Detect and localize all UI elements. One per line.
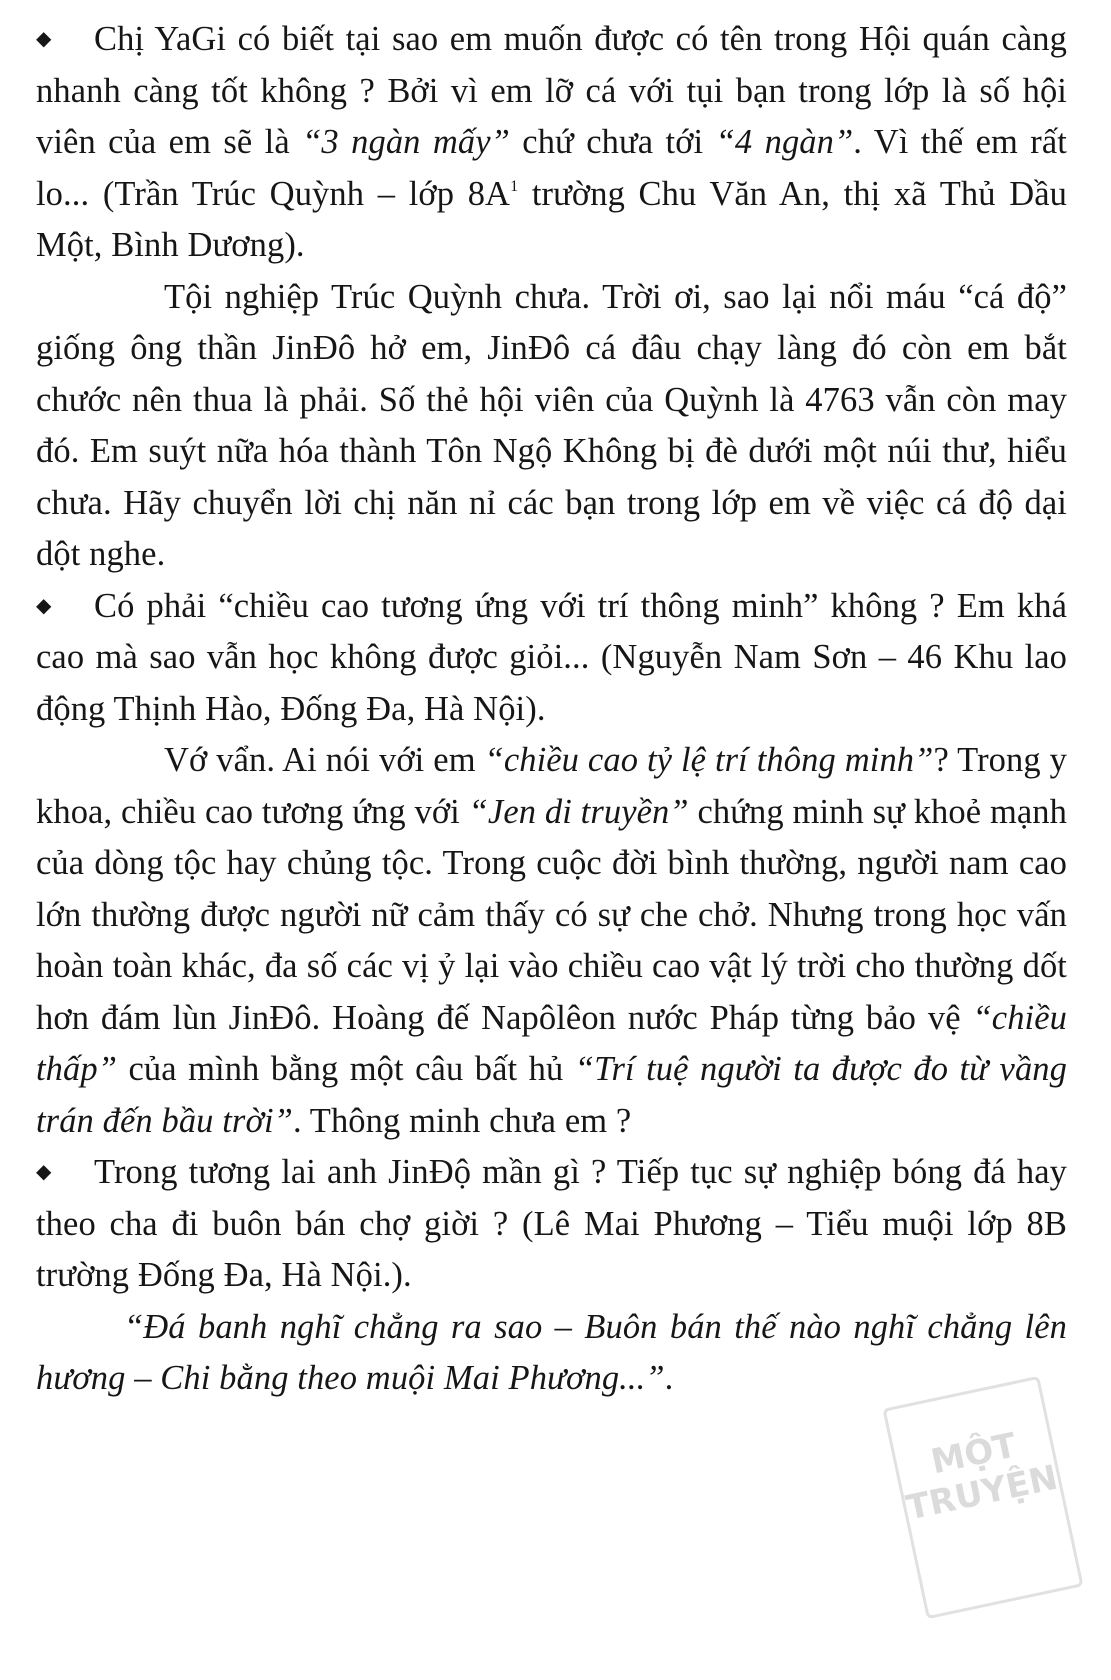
editor-answer — [36, 272, 1067, 581]
text-segment: Chị YaGi có biết tại sao em muốn được có tên trong Hội quán càng nhanh càng tốt không ? Bởi vì em lỡ cá với tụi bạn trong lớp là số hội viên của em sẽ là — [36, 20, 1067, 161]
reader-question — [36, 1147, 1067, 1302]
text-segment: chứng minh sự khoẻ mạnh của dòng tộc hay chủng tộc. Trong cuộc đời bình thường, người nam cao lớn thường được người nữ cảm thấy có sự che chở. Nhưng trong học vấn hoàn toàn khác, đa số các vị ỷ lại vào chiều cao vật lý trời cho thường dốt hơn đám lùn JinĐô. Hoàng đế Napôlêon nước Pháp từng bảo vệ — [36, 792, 1067, 1037]
diamond-bullet-icon: ◆ — [36, 1161, 52, 1183]
text-segment: “Jen di truyền” — [468, 792, 689, 831]
text-segment: “chiều cao tỷ lệ trí thông minh” — [484, 741, 934, 779]
text-segment: . — [664, 1359, 674, 1397]
text-segment: ? Trong y khoa, chiều cao tương ứng với — [36, 741, 1067, 831]
text-segment: . Thông minh chưa em ? — [292, 1101, 632, 1140]
text-segment: Tội nghiệp Trúc Quỳnh chưa. Trời ơi, sao lại nổi máu “cá độ” giống ông thần JinĐô hở em, JinĐô cá đâu chạy làng đó còn em bắt chước nên thua là phải. Số thẻ hội viên của Quỳnh là 4763 vẫn còn may đó. Em suýt nữa hóa thành Tôn Ngộ Không bị đè dưới một núi thư, hiểu chưa. Hãy chuyển lời chị năn nỉ các bạn trong lớp em về việc cá độ dại dột nghe. — [36, 277, 1067, 573]
text-segment: chứ chưa tới — [509, 123, 716, 161]
text-segment: “chiều thấp” — [36, 998, 1067, 1088]
text-segment: 1 — [510, 177, 519, 195]
diamond-bullet-icon: ◆ — [36, 594, 52, 617]
text-segment: của mình bằng một câu bất hủ — [117, 1050, 575, 1088]
text-segment: . Vì thế em rất lo... (Trần Trúc Quỳnh – lớp 8A — [36, 123, 1067, 213]
watermark-stamp: MỘT TRUYỆN — [882, 1376, 1083, 1620]
reader-question — [36, 14, 1067, 272]
text-segment: Vớ vẩn. Ai nói với em — [164, 741, 485, 779]
text-segment: Có phải “chiều cao tương ứng với trí thông minh” không ? Em khá cao mà sao vẫn học không được giỏi... (Nguyễn Nam Sơn – 46 Khu lao động Thịnh Hào, Đống Đa, Hà Nội). — [36, 586, 1067, 728]
page-text — [36, 14, 1067, 1405]
reader-question — [36, 581, 1067, 736]
diamond-bullet-icon: ◆ — [36, 28, 52, 50]
text-segment: “3 ngàn mấy” — [302, 123, 510, 161]
text-segment: “Trí tuệ người ta được đo từ vầng trán đến bầu trời” — [36, 1050, 1067, 1140]
text-segment: “Đá banh nghĩ chẳng ra sao – Buôn bán thế nào nghĩ chẳng lên hương – Chi bằng theo muội Mai Phương...” — [36, 1307, 1067, 1397]
text-segment: Trong tương lai anh JinĐộ mần gì ? Tiếp tục sự nghiệp bóng đá hay theo cha đi buôn bán chợ giời ? (Lê Mai Phương – Tiểu muội lớp 8B trường Đống Đa, Hà Nội.). — [36, 1153, 1067, 1294]
text-segment: “4 ngàn” — [715, 123, 854, 161]
editor-answer — [36, 1302, 1067, 1405]
editor-answer — [36, 735, 1067, 1147]
text-segment: trường Chu Văn An, thị xã Thủ Dầu Một, Bình Dương). — [36, 174, 1067, 264]
